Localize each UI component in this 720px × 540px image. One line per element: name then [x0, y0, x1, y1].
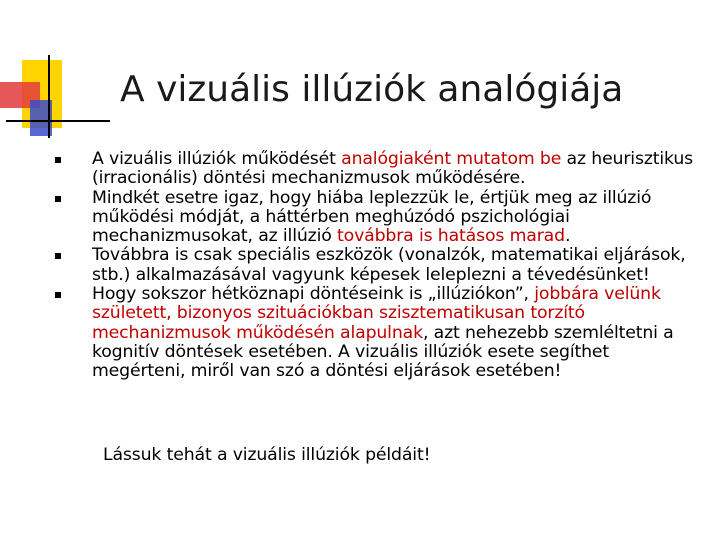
bullet-text: .	[564, 226, 571, 247]
bullet-square-icon	[55, 253, 61, 259]
bullet-item	[54, 285, 694, 381]
bullet-text: Továbbra is csak speciális eszközök (vonalzók, matematikai eljárások, stb.) alkalmazásával vagyunk képesek leleplezni a tévedésünket!	[92, 245, 686, 285]
bullet-square-icon	[55, 196, 61, 202]
bullet-text: A vizuális illúziók működését	[92, 149, 342, 169]
closing-text: Lássuk tehát a vizuális illúziók példáit!	[103, 445, 431, 465]
highlighted-text: analógiaként mutatom be	[341, 149, 562, 169]
bullet-item	[54, 150, 694, 189]
bullet-list	[54, 150, 694, 382]
bullet-text: Hogy sokszor hétköznapi döntéseink is „illúziókon”,	[92, 284, 535, 305]
bullet-text: , azt nehezebb szemléltetni a kognitív döntések esetében. A vizuális illúziók esete segíthet megérteni, miről van szó a döntési eljárások esetében!	[92, 322, 674, 382]
bullet-text: az heurisztikus (irracionális) döntési mechanizmusok működésére.	[92, 149, 693, 189]
bullet-square-icon	[55, 157, 61, 163]
bullet-text: Mindkét esetre igaz, hogy hiába leplezzük le, értjük meg az illúzió működési módját, a háttérben meghúzódó pszichológiai mechanizmusokat, az illúzió	[92, 187, 652, 247]
highlighted-text: továbbra is hatásos marad	[337, 226, 565, 247]
bullet-item	[54, 246, 694, 285]
bullet-square-icon	[55, 292, 61, 298]
bullet-item	[54, 189, 694, 247]
slide-title: A vizuális illúziók analógiája	[120, 69, 624, 110]
highlighted-text: jobbára velünk született, bizonyos szituációkban szisztematikusan torzító mechanizmusok működésén alapulnak	[92, 284, 661, 343]
